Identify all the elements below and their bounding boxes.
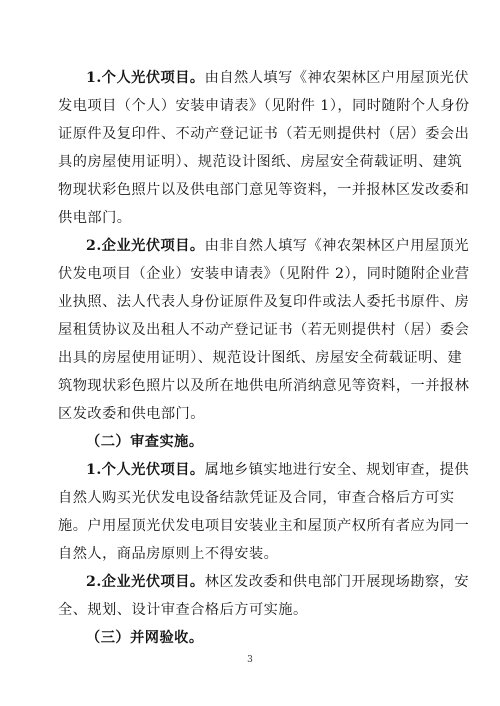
paragraph-line: 全、规划、设计审查合格后方可实施。 (58, 602, 308, 618)
paragraph-line: 屋租赁协议及出租人不动产登记证书（若无则提供村（居）委会 (58, 322, 470, 338)
paragraph-heading: 2.企业光伏项目。 (86, 238, 205, 254)
paragraph-line: 发电项目（个人）安装申请表》（见附件 1），同时随附个人身份 (58, 98, 470, 114)
paragraph-line: 供电部门。 (58, 210, 132, 226)
paragraph-line: 自然人，商品房原则上不得安装。 (58, 546, 279, 562)
paragraph-line (58, 456, 470, 484)
paragraph-line (58, 568, 470, 596)
page-number: 3 (247, 655, 253, 665)
paragraph-text: 由非自然人填写《神农架林区户用屋顶光 (204, 238, 470, 254)
section-heading-review: （二）审查实施。 (86, 434, 204, 450)
paragraph-line: 出具的房屋使用证明）、规范设计图纸、房屋安全荷载证明、建 (58, 350, 463, 366)
paragraph-heading: 2.企业光伏项目。 (86, 574, 205, 590)
paragraph-line: 具的房屋使用证明）、规范设计图纸、房屋安全荷载证明、建筑 (58, 154, 463, 170)
paragraph-individual-pv-review (58, 456, 470, 568)
paragraph-enterprise-pv-review (58, 568, 470, 624)
paragraph-line: 施。户用屋顶光伏发电项目安装业主和屋顶产权所有者应为同一 (58, 518, 470, 534)
paragraph-line: 筑物现状彩色照片以及所在地供电所消纳意见等资料，一并报林 (58, 378, 470, 394)
paragraph-text: 由自然人填写《神农架林区户用屋顶光伏 (204, 70, 470, 86)
paragraph-text: 属地乡镇实地进行安全、规划审查，提供 (204, 462, 470, 478)
paragraph-line: 物现状彩色照片以及供电部门意见等资料，一并报林区发改委和 (58, 182, 470, 198)
paragraph-heading: 1.个人光伏项目。 (86, 462, 205, 478)
paragraph-line: 业执照、法人代表人身份证原件及复印件或法人委托书原件、房 (58, 294, 470, 310)
paragraph-enterprise-pv-application (58, 232, 470, 428)
paragraph-line: 区发改委和供电部门。 (58, 406, 205, 422)
paragraph-heading: 1.个人光伏项目。 (86, 70, 205, 86)
section-heading-grid-acceptance: （三）并网验收。 (86, 630, 204, 646)
paragraph-individual-pv-application (58, 64, 470, 232)
paragraph-line: 自然人购买光伏发电设备结款凭证及合同，审查合格后方可实 (58, 490, 455, 506)
paragraph-line (58, 64, 470, 92)
document-body (58, 64, 470, 652)
paragraph-text: 林区发改委和供电部门开展现场勘察，安 (204, 574, 470, 590)
paragraph-line: 伏发电项目（企业）安装申请表》（见附件 2），同时随附企业营 (58, 266, 470, 282)
paragraph-line (58, 232, 470, 260)
paragraph-line: 证原件及复印件、不动产登记证书（若无则提供村（居）委会出 (58, 126, 470, 142)
